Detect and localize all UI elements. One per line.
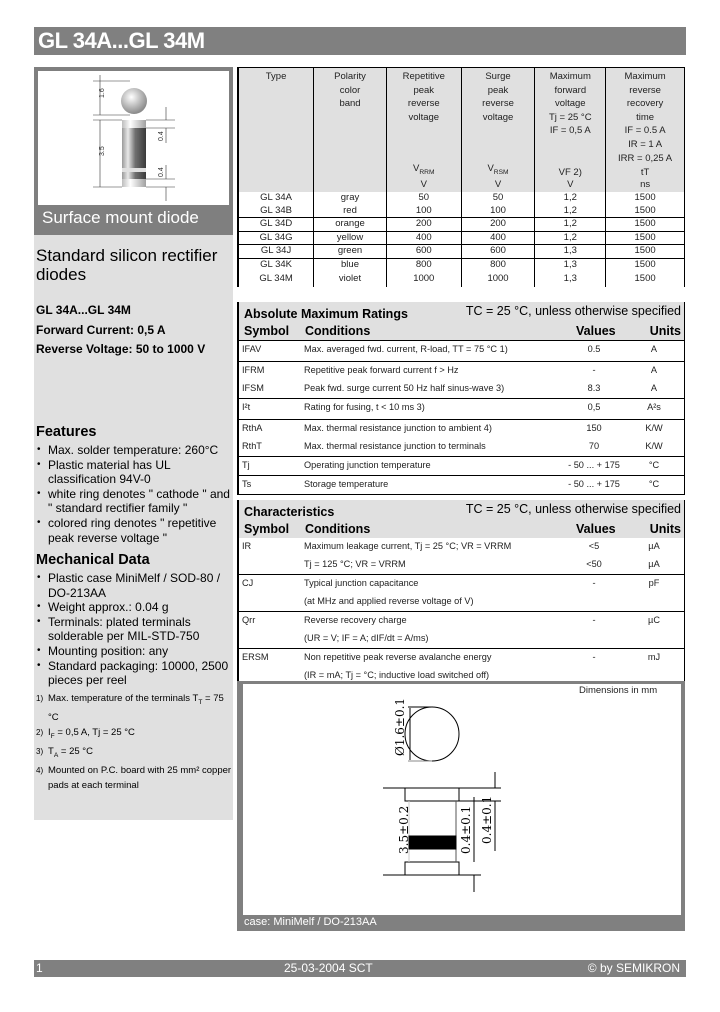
product-subtitle: Standard silicon rectifier diodes [36, 246, 218, 284]
table-row: GL 34G yellow 400 400 1,2 1500 [238, 231, 685, 245]
feature-item: • white ring denotes " cathode " and " standard rectifier family " [36, 487, 232, 516]
table-row: Qrr Reverse recovery charge - µC (UR = V; IF = A; dIF/dt = A/ms) [239, 611, 684, 648]
footnote-2: 2) $I_F = 0,5$ A, Tj = 25 °C [36, 727, 135, 740]
type-table-header [238, 68, 685, 192]
footer-bar [34, 960, 686, 977]
mechanical-item: • Standard packaging: 10000, 2500 pieces per reel [36, 659, 232, 688]
type-table [237, 67, 685, 287]
svg-text:1.6: 1.6 [99, 88, 106, 98]
table-row: GL 34A gray 50 50 1,2 1500 [238, 192, 685, 205]
drawing-caption: case: MiniMelf / DO-213AA [244, 916, 377, 928]
table-row: GL 34J green 600 600 1,3 1500 [238, 245, 685, 259]
features-list [36, 443, 232, 545]
diode-illustration-icon [38, 71, 229, 205]
footnote-3: 3) $T_A = 25$ °C [36, 746, 93, 759]
col-polarity: Polarity color band [314, 68, 387, 192]
table-row: RthA Max. thermal resistance junction to ambient 4) 150 K/W RthT Max. thermal resistance junction to terminals 70 K/W [239, 419, 684, 456]
photo-caption: Surface mount diode [42, 208, 199, 227]
col-vrsm: Surge peak reverse voltage $V_{RSM}$ V [461, 68, 535, 192]
table-row: Ts Storage temperature - 50 ... + 175 °C [239, 475, 684, 494]
mechanical-item: • Weight approx.: 0.04 g [36, 600, 232, 615]
svg-text:3.5: 3.5 [99, 146, 106, 156]
dimensions-note: Dimensions in mm [579, 685, 658, 696]
table-row: GL 34D orange 200 200 1,2 1500 [238, 218, 685, 232]
table-row: GL 34M violet 1000 1000 1,3 1500 [238, 271, 685, 287]
characteristics-table [237, 500, 685, 686]
table-row: IFAV Max. averaged fwd. current, R-load, TT = 75 °C 1) 0.5 A [239, 340, 684, 361]
table-row: IFRM Repetitive peak forward current f > Hz - A IFSM Peak fwd. surge current 50 Hz half sinus-wave 3) 8.3 A [239, 361, 684, 398]
page-title: GL 34A...GL 34M [38, 28, 205, 53]
reverse-voltage: Reverse Voltage: 50 to 1000 V [36, 342, 206, 356]
mechanical-list [36, 571, 232, 688]
table-row: Tj Operating junction temperature - 50 ... + 175 °C [239, 456, 684, 475]
feature-item: • Max. solder temperature: 260°C [36, 443, 232, 458]
dimension-drawing [243, 684, 681, 915]
forward-current: Forward Current: 0,5 A [36, 323, 166, 337]
mechanical-item: • Plastic case MiniMelf / SOD-80 / DO-213AA [36, 571, 232, 600]
copyright: © by SEMIKRON [587, 961, 680, 975]
col-vrrm: Repetitive peak reverse voltage $V_{RRM}$ V [386, 68, 461, 192]
page-number: 1 [36, 961, 43, 975]
product-photo [38, 71, 229, 205]
footnotes [36, 691, 232, 793]
footnote-4: 4) Mounted on P.C. board with 25 mm² copper pads at each terminal [36, 765, 232, 791]
mechanical-item: • Mounting position: any [36, 644, 232, 659]
svg-text:0.4±0.1: 0.4±0.1 [480, 795, 494, 844]
table-row: I²t Rating for fusing, t < 10 ms 3) 0,5 A²s [239, 398, 684, 419]
table-row: ERSM Non repetitive peak reverse avalanche energy - mJ (IR = mA; Tj = °C; inductive load switched off) [239, 648, 684, 685]
doc-date: 25-03-2004 SCT [284, 961, 373, 975]
mechanical-heading: Mechanical Data [36, 552, 150, 568]
svg-text:0.4: 0.4 [158, 167, 165, 177]
col-vf: Maximum forward voltage Tj = 25 °C IF = 0,5 A VF 2) V [535, 68, 606, 192]
svg-text:Ø1.6±0.1: Ø1.6±0.1 [393, 697, 407, 756]
table-row: IR Maximum leakage current, Tj = 25 °C; VR = VRRM <5 µA Tj = 125 °C; VR = VRRM <50 µA [242, 541, 660, 569]
footnote-1: 1) Max. temperature of the terminals $T_T = 75$ °C [36, 693, 224, 723]
part-range: GL 34A...GL 34M [36, 303, 131, 317]
feature-item: • Plastic material has UL classification 94V-0 [36, 458, 232, 487]
abs-max-header: Absolute Maximum Ratings TC = 25 °C, unless otherwise specified Symbol Conditions Values Units [239, 302, 684, 340]
col-trr: Maximum reverse recovery time IF = 0.5 A IR = 1 A IRR = 0,25 A tT ns [606, 68, 685, 192]
features-heading: Features [36, 424, 97, 440]
table-row: GL 34B red 100 100 1,2 1500 [238, 205, 685, 218]
col-type: Type [238, 68, 314, 192]
svg-text:3.5±0.2: 3.5±0.2 [397, 805, 411, 854]
table-row: GL 34K blue 800 800 1,3 1500 [238, 258, 685, 271]
feature-item: • colored ring denotes " repetitive peak reverse voltage " [36, 516, 232, 545]
title-bar [34, 27, 686, 55]
mechanical-item: • Terminals: plated terminals solderable per MIL-STD-750 [36, 615, 232, 644]
minimelf-outline-icon [243, 684, 681, 915]
svg-text:0.4±0.1: 0.4±0.1 [459, 805, 473, 854]
characteristics-header: Characteristics TC = 25 °C, unless otherwise specified Symbol Conditions Values Units [239, 500, 684, 538]
table-row: CJ Typical junction capacitance - pF (at MHz and applied reverse voltage of V) [239, 574, 684, 611]
absolute-max-ratings-table [237, 302, 685, 495]
svg-text:0.4: 0.4 [158, 131, 165, 141]
